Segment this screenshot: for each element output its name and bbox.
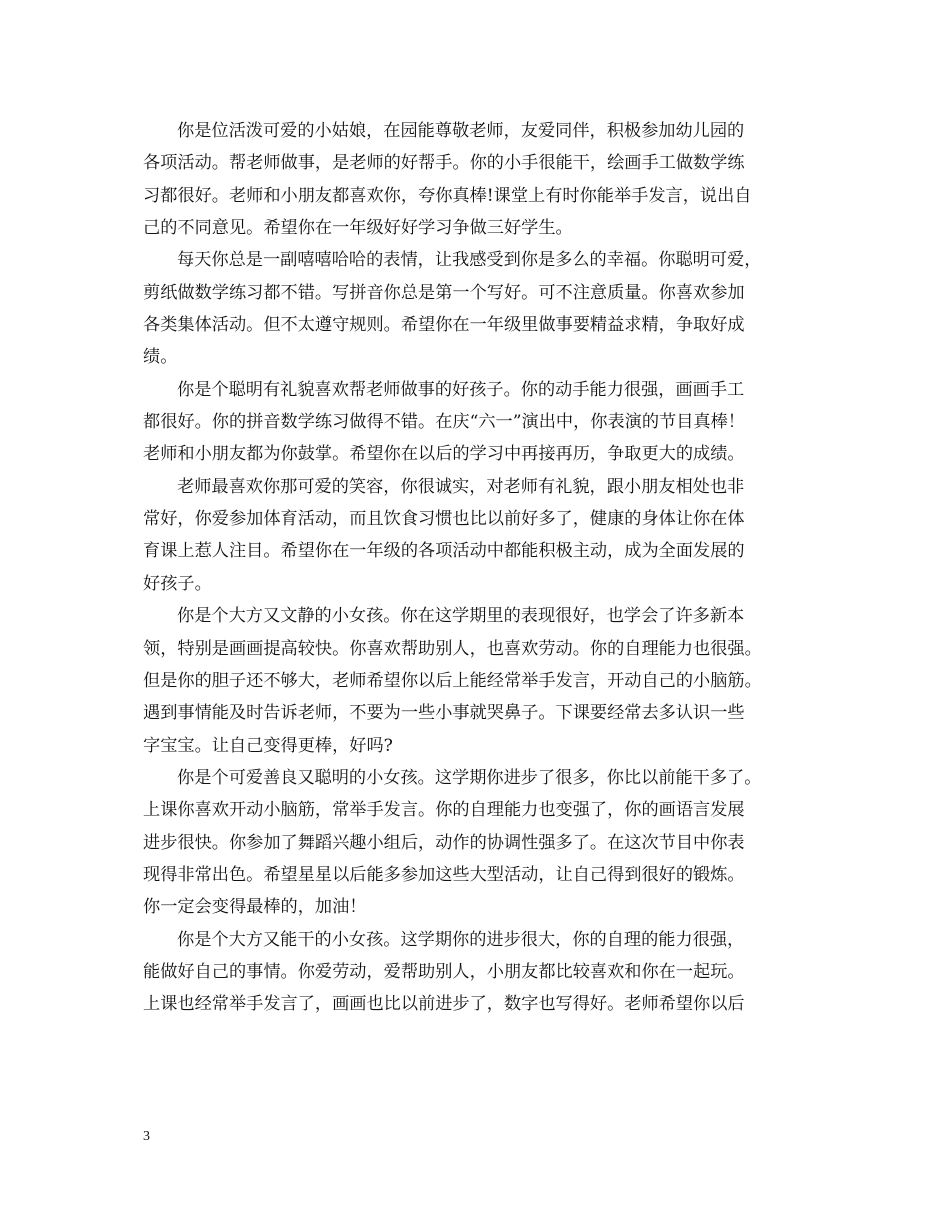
text-line: 领，特别是画画提高较快。你喜欢帮助别人，也喜欢劳动。你的自理能力也很强。 <box>143 638 762 659</box>
text-line: 上课也经常举手发言了，画画也比以前进步了，数字也写得好。老师希望你以后 <box>143 994 745 1015</box>
text-line: 育课上惹人注目。希望你在一年级的各项活动中都能积极主动，成为全面发展的 <box>143 541 745 562</box>
text-line: 能做好自己的事情。你爱劳动，爱帮助别人，小朋友都比较喜欢和你在一起玩。 <box>143 961 745 982</box>
text-line: 你是个可爱善良又聪明的小女孩。这学期你进步了很多，你比以前能干多了。 <box>177 767 762 788</box>
text-line: 字宝宝。让自己变得更棒，好吗? <box>143 735 393 756</box>
text-line: 你是位活泼可爱的小姑娘，在园能尊敬老师，友爱同伴，积极参加幼儿园的 <box>177 121 745 141</box>
body-text <box>143 115 823 1021</box>
page-number: 3 <box>143 1129 150 1144</box>
text-line: 你是个大方又能干的小女孩。这学期你的进步很大，你的自理的能力很强， <box>177 929 745 950</box>
text-line: 常好，你爱参加体育活动，而且饮食习惯也比以前好多了，健康的身体让你在体 <box>143 509 745 530</box>
text-line: 各项活动。帮老师做事，是老师的好帮手。你的小手很能干，绘画手工做数学练 <box>143 153 745 174</box>
text-line: 己的不同意见。希望你在一年级好好学习争做三好学生。 <box>143 218 573 239</box>
text-line: 绩。 <box>143 347 178 368</box>
text-line: 现得非常出色。希望星星以后能多参加这些大型活动，让自己得到很好的锻炼。 <box>143 864 745 885</box>
text-line: 你是个聪明有礼貌喜欢帮老师做事的好孩子。你的动手能力很强，画画手工 <box>177 379 745 400</box>
text-line: 上课你喜欢开动小脑筋，常举手发言。你的自理能力也变强了，你的画语言发展 <box>143 800 745 821</box>
text-line: 各类集体活动。但不太遵守规则。希望你在一年级里做事要精益求精，争取好成 <box>143 315 745 336</box>
text-line: 习都很好。老师和小朋友都喜欢你，夸你真棒!课堂上有时你能举手发言，说出自 <box>143 185 752 206</box>
text-line: 老师和小朋友都为你鼓掌。希望你在以后的学习中再接再历，争取更大的成绩。 <box>143 444 745 465</box>
text-line: 都很好。你的拼音数学练习做得不错。在庆“六一”演出中，你表演的节目真棒！ <box>143 412 745 433</box>
text-line: 好孩子。 <box>143 573 212 594</box>
text-line: 进步很快。你参加了舞蹈兴趣小组后，动作的协调性强多了。在这次节目中你表 <box>143 832 745 853</box>
text-line: 剪纸做数学练习都不错。写拼音你总是第一个写好。可不注意质量。你喜欢参加 <box>143 282 745 303</box>
text-line: 遇到事情能及时告诉老师，不要为一些小事就哭鼻子。下课要经常去多认识一些 <box>143 703 745 724</box>
text-line: 你是个大方又文静的小女孩。你在这学期里的表现很好，也学会了许多新本 <box>177 606 745 627</box>
text-line: 但是你的胆子还不够大，老师希望你以后上能经常举手发言，开动自己的小脑筋。 <box>143 670 762 691</box>
text-line: 每天你总是一副嘻嘻哈哈的表情，让我感受到你是多么的幸福。你聪明可爱， <box>177 250 762 271</box>
text-line: 老师最喜欢你那可爱的笑容，你很诚实，对老师有礼貌，跟小朋友相处也非 <box>177 476 745 497</box>
text-line: 你一定会变得最棒的，加油！ <box>143 897 367 918</box>
